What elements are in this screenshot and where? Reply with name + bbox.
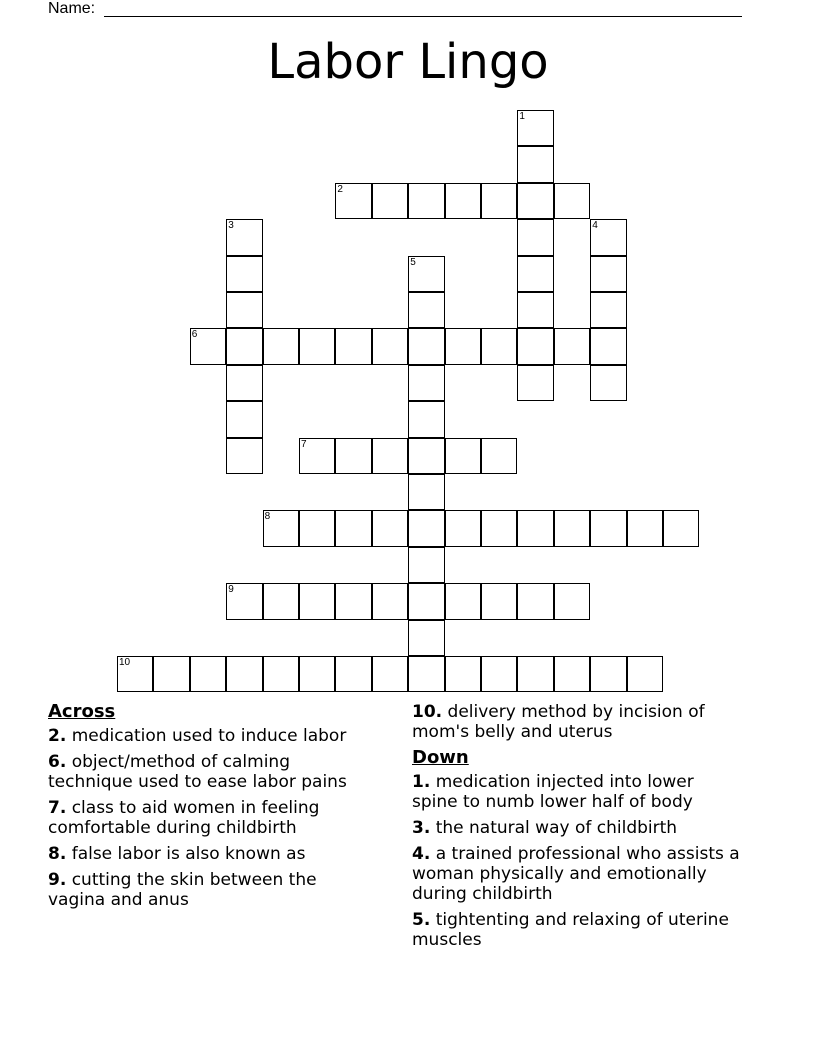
grid-cell[interactable]: [408, 583, 444, 619]
grid-cell[interactable]: [481, 438, 517, 474]
grid-cell[interactable]: [408, 438, 444, 474]
grid-cell[interactable]: [408, 474, 444, 510]
grid-cell[interactable]: [408, 510, 444, 546]
grid-cell[interactable]: [299, 438, 335, 474]
clue-text: false labor is also known as: [71, 844, 306, 864]
grid-cell[interactable]: [445, 656, 481, 692]
clue-text: tightenting and relaxing of uterine muscles: [412, 910, 729, 950]
grid-cell[interactable]: [226, 292, 262, 328]
grid-cell[interactable]: [263, 328, 299, 364]
grid-cell[interactable]: [372, 183, 408, 219]
grid-cell[interactable]: [554, 328, 590, 364]
grid-cell[interactable]: [335, 438, 371, 474]
grid-cell[interactable]: [554, 183, 590, 219]
grid-cell[interactable]: [408, 292, 444, 328]
cell-number: 4: [592, 220, 598, 232]
grid-cell[interactable]: [372, 328, 408, 364]
grid-cell[interactable]: [590, 256, 626, 292]
grid-cell[interactable]: [445, 328, 481, 364]
grid-cell[interactable]: [263, 583, 299, 619]
grid-cell[interactable]: [517, 365, 553, 401]
grid-cell[interactable]: [517, 328, 553, 364]
grid-cell[interactable]: [190, 656, 226, 692]
down-heading: Down: [412, 747, 469, 768]
clue-text: medication injected into lower spine to numb lower half of body: [412, 772, 694, 812]
cell-number: 7: [301, 438, 307, 450]
grid-cell[interactable]: [663, 510, 699, 546]
clue-number: 9.: [48, 870, 67, 890]
clue-text: medication used to induce labor: [71, 726, 347, 746]
grid-cell[interactable]: [190, 328, 226, 364]
clue-text: a trained professional who assists a woman physically and emotionally during childbirth: [412, 844, 740, 904]
clue-number: 8.: [48, 844, 67, 864]
grid-cell[interactable]: [590, 292, 626, 328]
grid-cell[interactable]: [554, 583, 590, 619]
grid-cell[interactable]: [408, 365, 444, 401]
name-label: Name:: [48, 0, 96, 17]
grid-cell[interactable]: [445, 183, 481, 219]
grid-cell[interactable]: [372, 656, 408, 692]
grid-cell[interactable]: [590, 510, 626, 546]
cell-number: 6: [191, 329, 198, 341]
grid-cell[interactable]: [226, 219, 262, 255]
grid-cell[interactable]: [335, 183, 371, 219]
across-clue: [48, 752, 378, 792]
grid-cell[interactable]: [226, 438, 262, 474]
grid-cell[interactable]: [408, 328, 444, 364]
clue-number: 5.: [412, 910, 431, 930]
clue-number: 1.: [412, 772, 431, 792]
grid-cell[interactable]: [517, 292, 553, 328]
grid-cell[interactable]: [517, 656, 553, 692]
cell-number: 2: [337, 183, 343, 195]
grid-cell[interactable]: [517, 183, 553, 219]
cell-number: 1: [519, 111, 525, 122]
grid-cell[interactable]: [408, 401, 444, 437]
grid-cell[interactable]: [590, 656, 626, 692]
across-clue: [412, 702, 742, 742]
grid-cell[interactable]: [517, 219, 553, 255]
grid-cell[interactable]: [335, 510, 371, 546]
grid-cell[interactable]: [226, 365, 262, 401]
clue-text: the natural way of childbirth: [435, 818, 678, 838]
clues-left-column: [48, 702, 378, 916]
clue-text: delivery method by incision of mom's belly and uterus: [412, 702, 705, 742]
grid-cell[interactable]: [335, 656, 371, 692]
grid-cell[interactable]: [590, 219, 626, 255]
across-heading: Across: [48, 701, 116, 722]
grid-cell[interactable]: [517, 110, 553, 146]
cell-number: 5: [410, 256, 416, 268]
grid-cell[interactable]: [226, 401, 262, 437]
across-clue: [48, 726, 378, 746]
grid-cell[interactable]: [335, 328, 371, 364]
cell-number: 3: [228, 220, 234, 232]
clue-text: object/method of calming technique used to ease labor pains: [48, 752, 347, 792]
down-clue: [412, 772, 742, 812]
grid-cell[interactable]: [481, 510, 517, 546]
grid-cell[interactable]: [299, 656, 335, 692]
grid-cell[interactable]: [117, 656, 153, 692]
grid-cell[interactable]: [408, 656, 444, 692]
clue-number: 3.: [412, 818, 431, 838]
cell-number: 9: [228, 584, 234, 596]
grid-cell[interactable]: [481, 656, 517, 692]
clue-number: 7.: [48, 798, 67, 818]
grid-cell[interactable]: [481, 328, 517, 364]
cell-number: 8: [264, 511, 271, 523]
grid-cell[interactable]: [554, 510, 590, 546]
across-clue: [48, 798, 378, 838]
clue-text: cutting the skin between the vagina and anus: [48, 870, 317, 910]
grid-cell[interactable]: [372, 510, 408, 546]
grid-cell[interactable]: [372, 583, 408, 619]
across-clue: [48, 870, 378, 910]
grid-cell[interactable]: [481, 583, 517, 619]
down-clue: [412, 844, 742, 904]
clue-number: 6.: [48, 752, 67, 772]
grid-cell[interactable]: [590, 328, 626, 364]
grid-cell[interactable]: [627, 510, 663, 546]
grid-cell[interactable]: [299, 583, 335, 619]
grid-cell[interactable]: [481, 183, 517, 219]
grid-cell[interactable]: [226, 656, 262, 692]
page-title: Labor Lingo: [267, 34, 549, 90]
grid-cell[interactable]: [263, 656, 299, 692]
grid-cell[interactable]: [226, 328, 262, 364]
clue-number: 10.: [412, 702, 443, 722]
grid-cell[interactable]: [263, 510, 299, 546]
grid-cell[interactable]: [445, 510, 481, 546]
clues-right-column: [412, 702, 742, 956]
grid-cell[interactable]: [408, 547, 444, 583]
clue-number: 2.: [48, 726, 67, 746]
cell-number: 10: [119, 657, 131, 668]
grid-cell[interactable]: [153, 656, 189, 692]
grid-cell[interactable]: [517, 583, 553, 619]
grid-cell[interactable]: [445, 583, 481, 619]
grid-cell[interactable]: [299, 328, 335, 364]
grid-cell[interactable]: [372, 438, 408, 474]
grid-cell[interactable]: [590, 365, 626, 401]
grid-cell[interactable]: [517, 510, 553, 546]
across-clue: [48, 844, 378, 864]
grid-cell[interactable]: [299, 510, 335, 546]
grid-cell[interactable]: [445, 438, 481, 474]
grid-cell[interactable]: [408, 256, 444, 292]
grid-cell[interactable]: [335, 583, 371, 619]
down-clue: [412, 910, 742, 950]
grid-cell[interactable]: [627, 656, 663, 692]
clue-text: class to aid women in feeling comfortable during childbirth: [48, 798, 320, 838]
grid-cell[interactable]: [226, 583, 262, 619]
grid-cell[interactable]: [554, 656, 590, 692]
grid-cell[interactable]: [226, 256, 262, 292]
grid-cell[interactable]: [517, 256, 553, 292]
grid-cell[interactable]: [517, 146, 553, 182]
clue-number: 4.: [412, 844, 431, 864]
grid-cell[interactable]: [408, 620, 444, 656]
down-clue: [412, 818, 742, 838]
grid-cell[interactable]: [408, 183, 444, 219]
